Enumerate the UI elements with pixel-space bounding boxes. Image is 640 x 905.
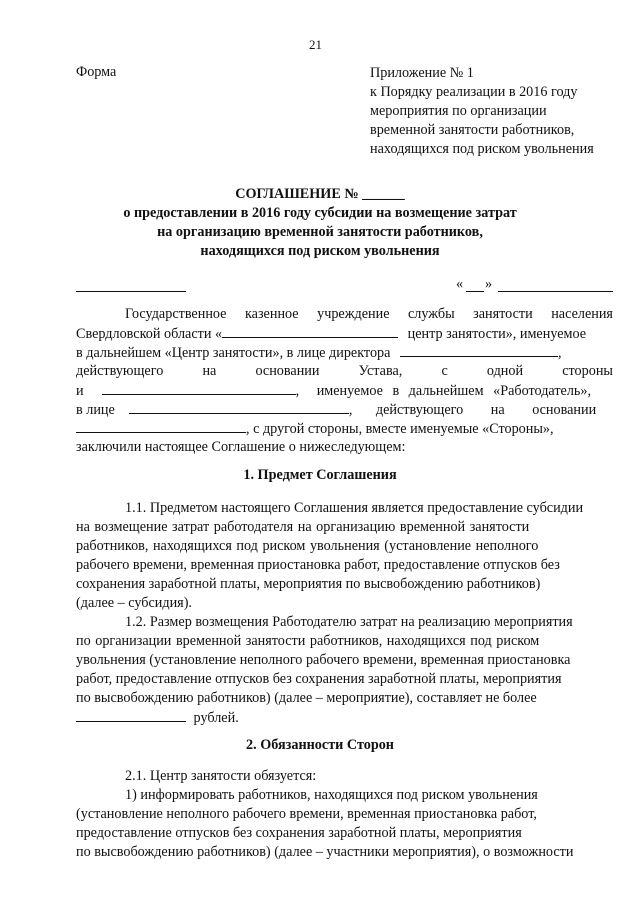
annex-line: находящихся под риском увольнения (370, 141, 594, 157)
paragraph-line: по организации временной занятости работников, находящихся под риском (76, 633, 540, 649)
annex-line: Приложение № 1 (370, 65, 474, 81)
agreement-title: СОГЛАШЕНИЕ № ______ (235, 186, 405, 202)
annex-line: к Порядку реализации в 2016 году (370, 84, 578, 100)
paragraph-line: сохранения заработной платы, мероприятия по высвобождению работников) (76, 576, 541, 592)
paragraph-line: на возмещение затрат работодателя на организацию временной занятости (76, 519, 530, 535)
preamble-line: действующего на основании Устава, с одной стороны (76, 363, 613, 379)
center-name-blank (222, 324, 398, 338)
paragraph-line: (далее – субсидия). (76, 595, 192, 611)
section-heading: 2. Обязанности Сторон (246, 737, 394, 753)
paragraph-line: предоставление отпусков без сохранения заработной платы, мероприятия (76, 825, 522, 841)
agreement-subtitle-line: на организацию временной занятости работников, (157, 224, 483, 240)
date-quote-open: « (456, 276, 464, 292)
preamble-line: заключили настоящее Соглашение о нижеследующем: (76, 439, 406, 455)
annex-line: мероприятия по организации (370, 103, 547, 119)
preamble-line: в дальнейшем «Центр занятости», в лице директора , (76, 345, 562, 361)
date-day-blank (466, 291, 484, 292)
representative-name-blank (129, 400, 349, 414)
preamble-line: , с другой стороны, вместе именуемые «Стороны», (76, 419, 613, 438)
director-name-blank (400, 343, 558, 357)
preamble-line: в лице , действующего на основании (76, 402, 597, 418)
preamble-line: и , именуемое в дальнейшем «Работодатель», (76, 383, 592, 399)
paragraph-line: по высвобождению работников) (далее – участники мероприятия), о возможности (76, 844, 574, 860)
annex-line: временной занятости работников, (370, 122, 575, 138)
basis-document-blank (76, 419, 246, 433)
preamble-line: Государственное казенное учреждение службы занятости населения (125, 306, 613, 322)
paragraph-line: 1.2. Размер возмещения Работодателю затрат на реализацию мероприятия (125, 614, 573, 630)
paragraph-line: рублей. (76, 708, 613, 727)
annex-block (370, 64, 620, 159)
amount-blank (76, 708, 186, 722)
paragraph-line: рабочего времени, временная приостановка работ, предоставление отпусков без (76, 557, 560, 573)
form-label: Форма (76, 64, 117, 80)
employer-name-blank (102, 381, 296, 395)
page-number: 21 (309, 37, 322, 52)
paragraph-line: 2.1. Центр занятости обязуется: (125, 768, 317, 784)
paragraph-line: (установление неполного рабочего времени, временная приостановка работ, (76, 806, 537, 822)
date-quote-close: » (485, 276, 493, 292)
paragraph-line: работ, предоставление отпусков без сохранения заработной платы, мероприятия (76, 671, 562, 687)
paragraph-line: увольнения (установление неполного рабочего времени, временная приостановка (76, 652, 571, 668)
section-heading: 1. Предмет Соглашения (243, 467, 397, 483)
agreement-subtitle-line: находящихся под риском увольнения (200, 243, 440, 259)
paragraph-line: 1) информировать работников, находящихся под риском увольнения (125, 787, 538, 803)
preamble-line: Свердловской области « центр занятости», именуемое (76, 326, 587, 342)
paragraph-line: по высвобождению работников) (далее – мероприятие), составляет не более (76, 690, 537, 706)
date-month-year-blank (498, 291, 613, 292)
agreement-subtitle-line: о предоставлении в 2016 году субсидии на возмещение затрат (123, 205, 517, 221)
paragraph-line: 1.1. Предметом настоящего Соглашения является предоставление субсидии (125, 500, 584, 516)
paragraph-line: работников, находящихся под риском увольнения (установление неполного (76, 538, 539, 554)
place-blank (76, 291, 186, 292)
